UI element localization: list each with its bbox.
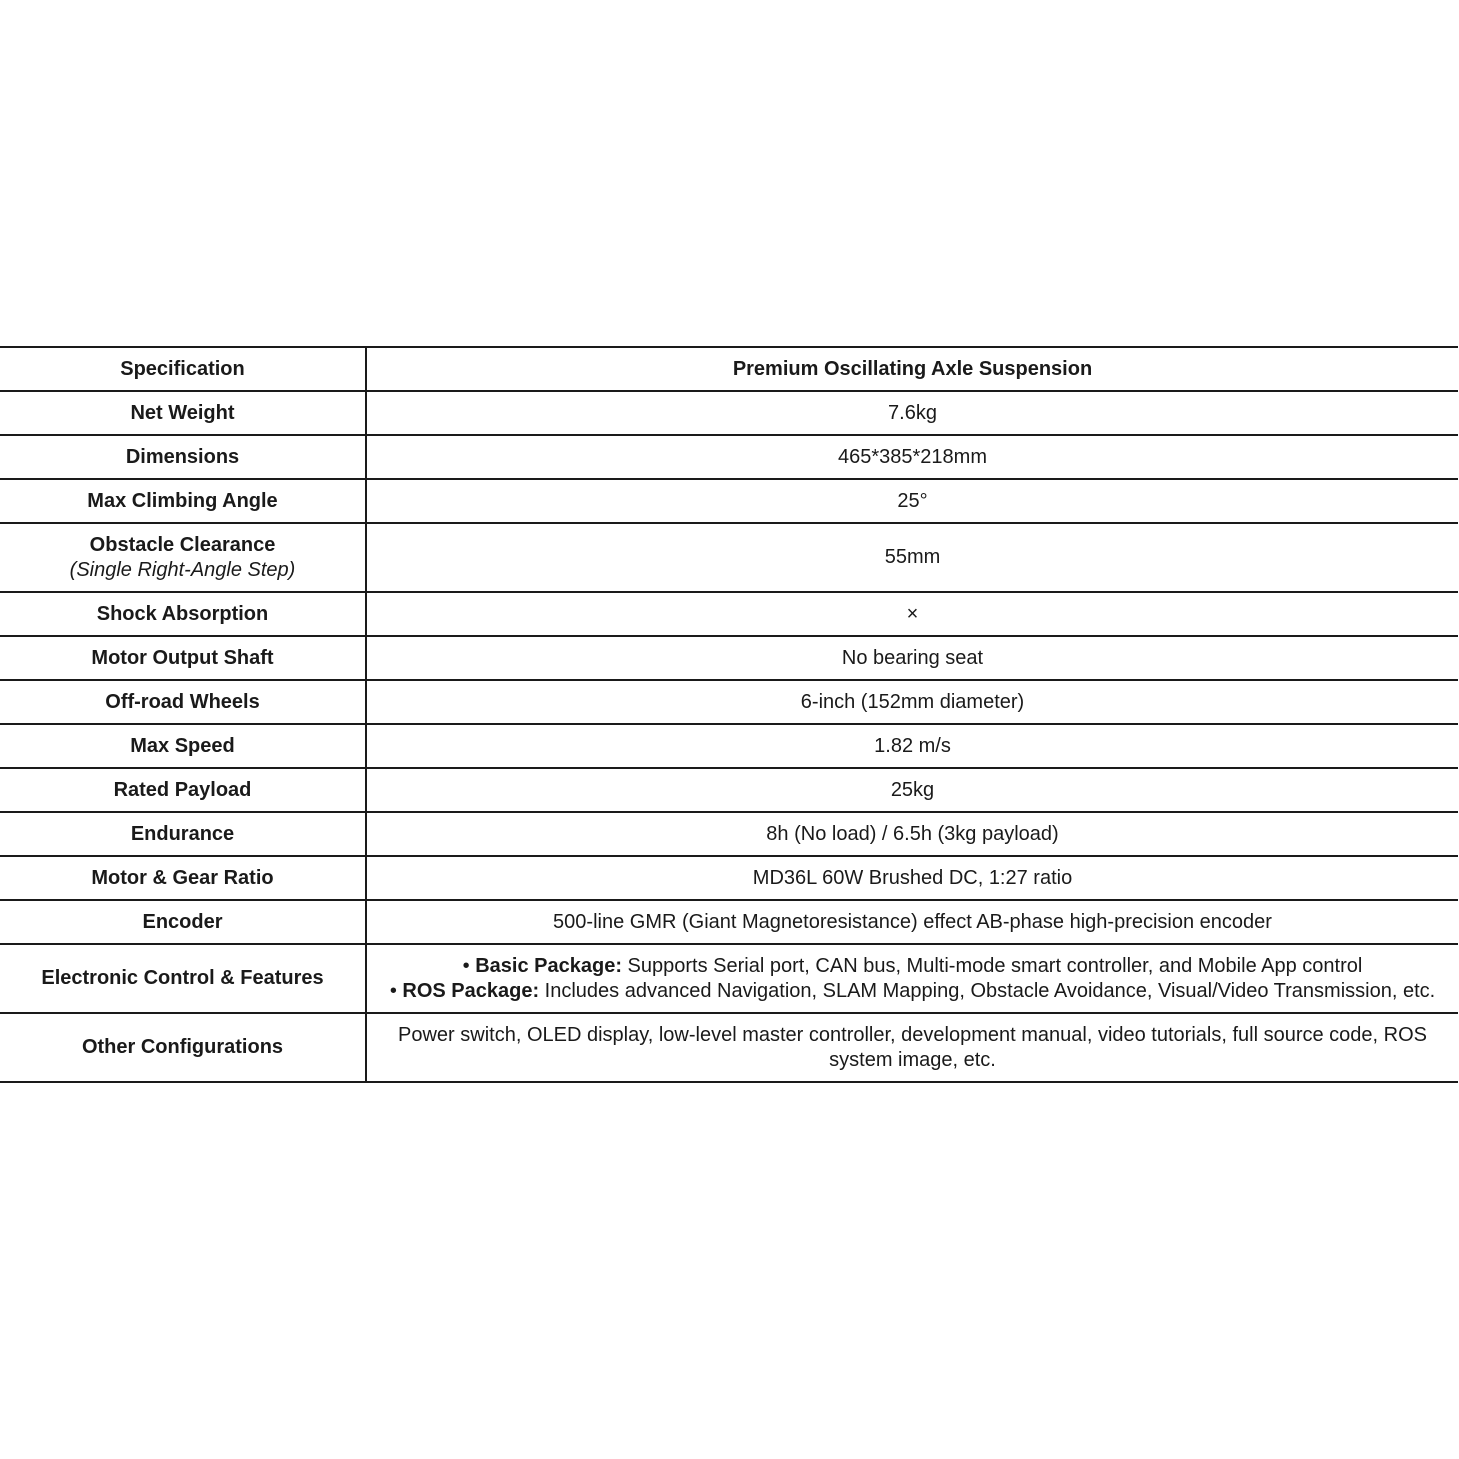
row-value: 25kg	[366, 768, 1458, 812]
bullet: •	[462, 954, 476, 977]
table-row	[0, 856, 1458, 900]
table-row	[0, 435, 1458, 479]
row-value: 8h (No load) / 6.5h (3kg payload)	[366, 812, 1458, 856]
row-value: Power switch, OLED display, low-level master controller, development manual, video tutorials, full source code, ROS system image, etc.	[366, 1013, 1458, 1082]
row-value: 500-line GMR (Giant Magnetoresistance) effect AB-phase high-precision encoder	[366, 900, 1458, 944]
table-row	[0, 680, 1458, 724]
row-label: Max Climbing Angle	[0, 479, 366, 523]
package-line-basic	[375, 954, 1450, 979]
row-value: MD36L 60W Brushed DC, 1:27 ratio	[366, 856, 1458, 900]
row-label: Shock Absorption	[0, 592, 366, 636]
table-row	[0, 1013, 1458, 1082]
header-label: Specification	[0, 347, 366, 391]
row-value: 7.6kg	[366, 391, 1458, 435]
table-row	[0, 724, 1458, 768]
row-value: 6-inch (152mm diameter)	[366, 680, 1458, 724]
row-label: Endurance	[0, 812, 366, 856]
row-value: No bearing seat	[366, 636, 1458, 680]
row-label: Net Weight	[0, 391, 366, 435]
row-label: Other Configurations	[0, 1013, 366, 1082]
table-row	[0, 812, 1458, 856]
package-description: Includes advanced Navigation, SLAM Mapping, Obstacle Avoidance, Visual/Video Transmission, etc.	[539, 979, 1436, 1002]
row-value: 25°	[366, 479, 1458, 523]
table-row	[0, 900, 1458, 944]
row-label: Off-road Wheels	[0, 680, 366, 724]
row-label: Rated Payload	[0, 768, 366, 812]
table-row	[0, 391, 1458, 435]
row-label-cell	[0, 523, 366, 592]
table-row	[0, 479, 1458, 523]
row-value: 465*385*218mm	[366, 435, 1458, 479]
package-name: ROS Package:	[402, 979, 540, 1002]
spec-table	[0, 346, 1458, 1083]
row-value-cell	[366, 944, 1458, 1013]
row-sublabel: (Single Right-Angle Step)	[69, 558, 296, 581]
row-label: Max Speed	[0, 724, 366, 768]
row-value: ×	[366, 592, 1458, 636]
row-label: Electronic Control & Features	[0, 944, 366, 1013]
row-label: Encoder	[0, 900, 366, 944]
package-description: Supports Serial port, CAN bus, Multi-mode smart controller, and Mobile App control	[621, 954, 1363, 977]
package-name: Basic Package:	[475, 954, 622, 977]
row-label: Motor Output Shaft	[0, 636, 366, 680]
row-label: Motor & Gear Ratio	[0, 856, 366, 900]
table-row	[0, 523, 1458, 592]
package-line-ros	[375, 979, 1450, 1004]
table-row	[0, 636, 1458, 680]
table-row	[0, 592, 1458, 636]
bullet: •	[389, 979, 403, 1002]
row-value: 1.82 m/s	[366, 724, 1458, 768]
table-row	[0, 768, 1458, 812]
table-header-row	[0, 347, 1458, 391]
row-label: Obstacle Clearance	[89, 533, 276, 556]
table-row	[0, 944, 1458, 1013]
header-value: Premium Oscillating Axle Suspension	[366, 347, 1458, 391]
row-label: Dimensions	[0, 435, 366, 479]
row-value: 55mm	[366, 523, 1458, 592]
